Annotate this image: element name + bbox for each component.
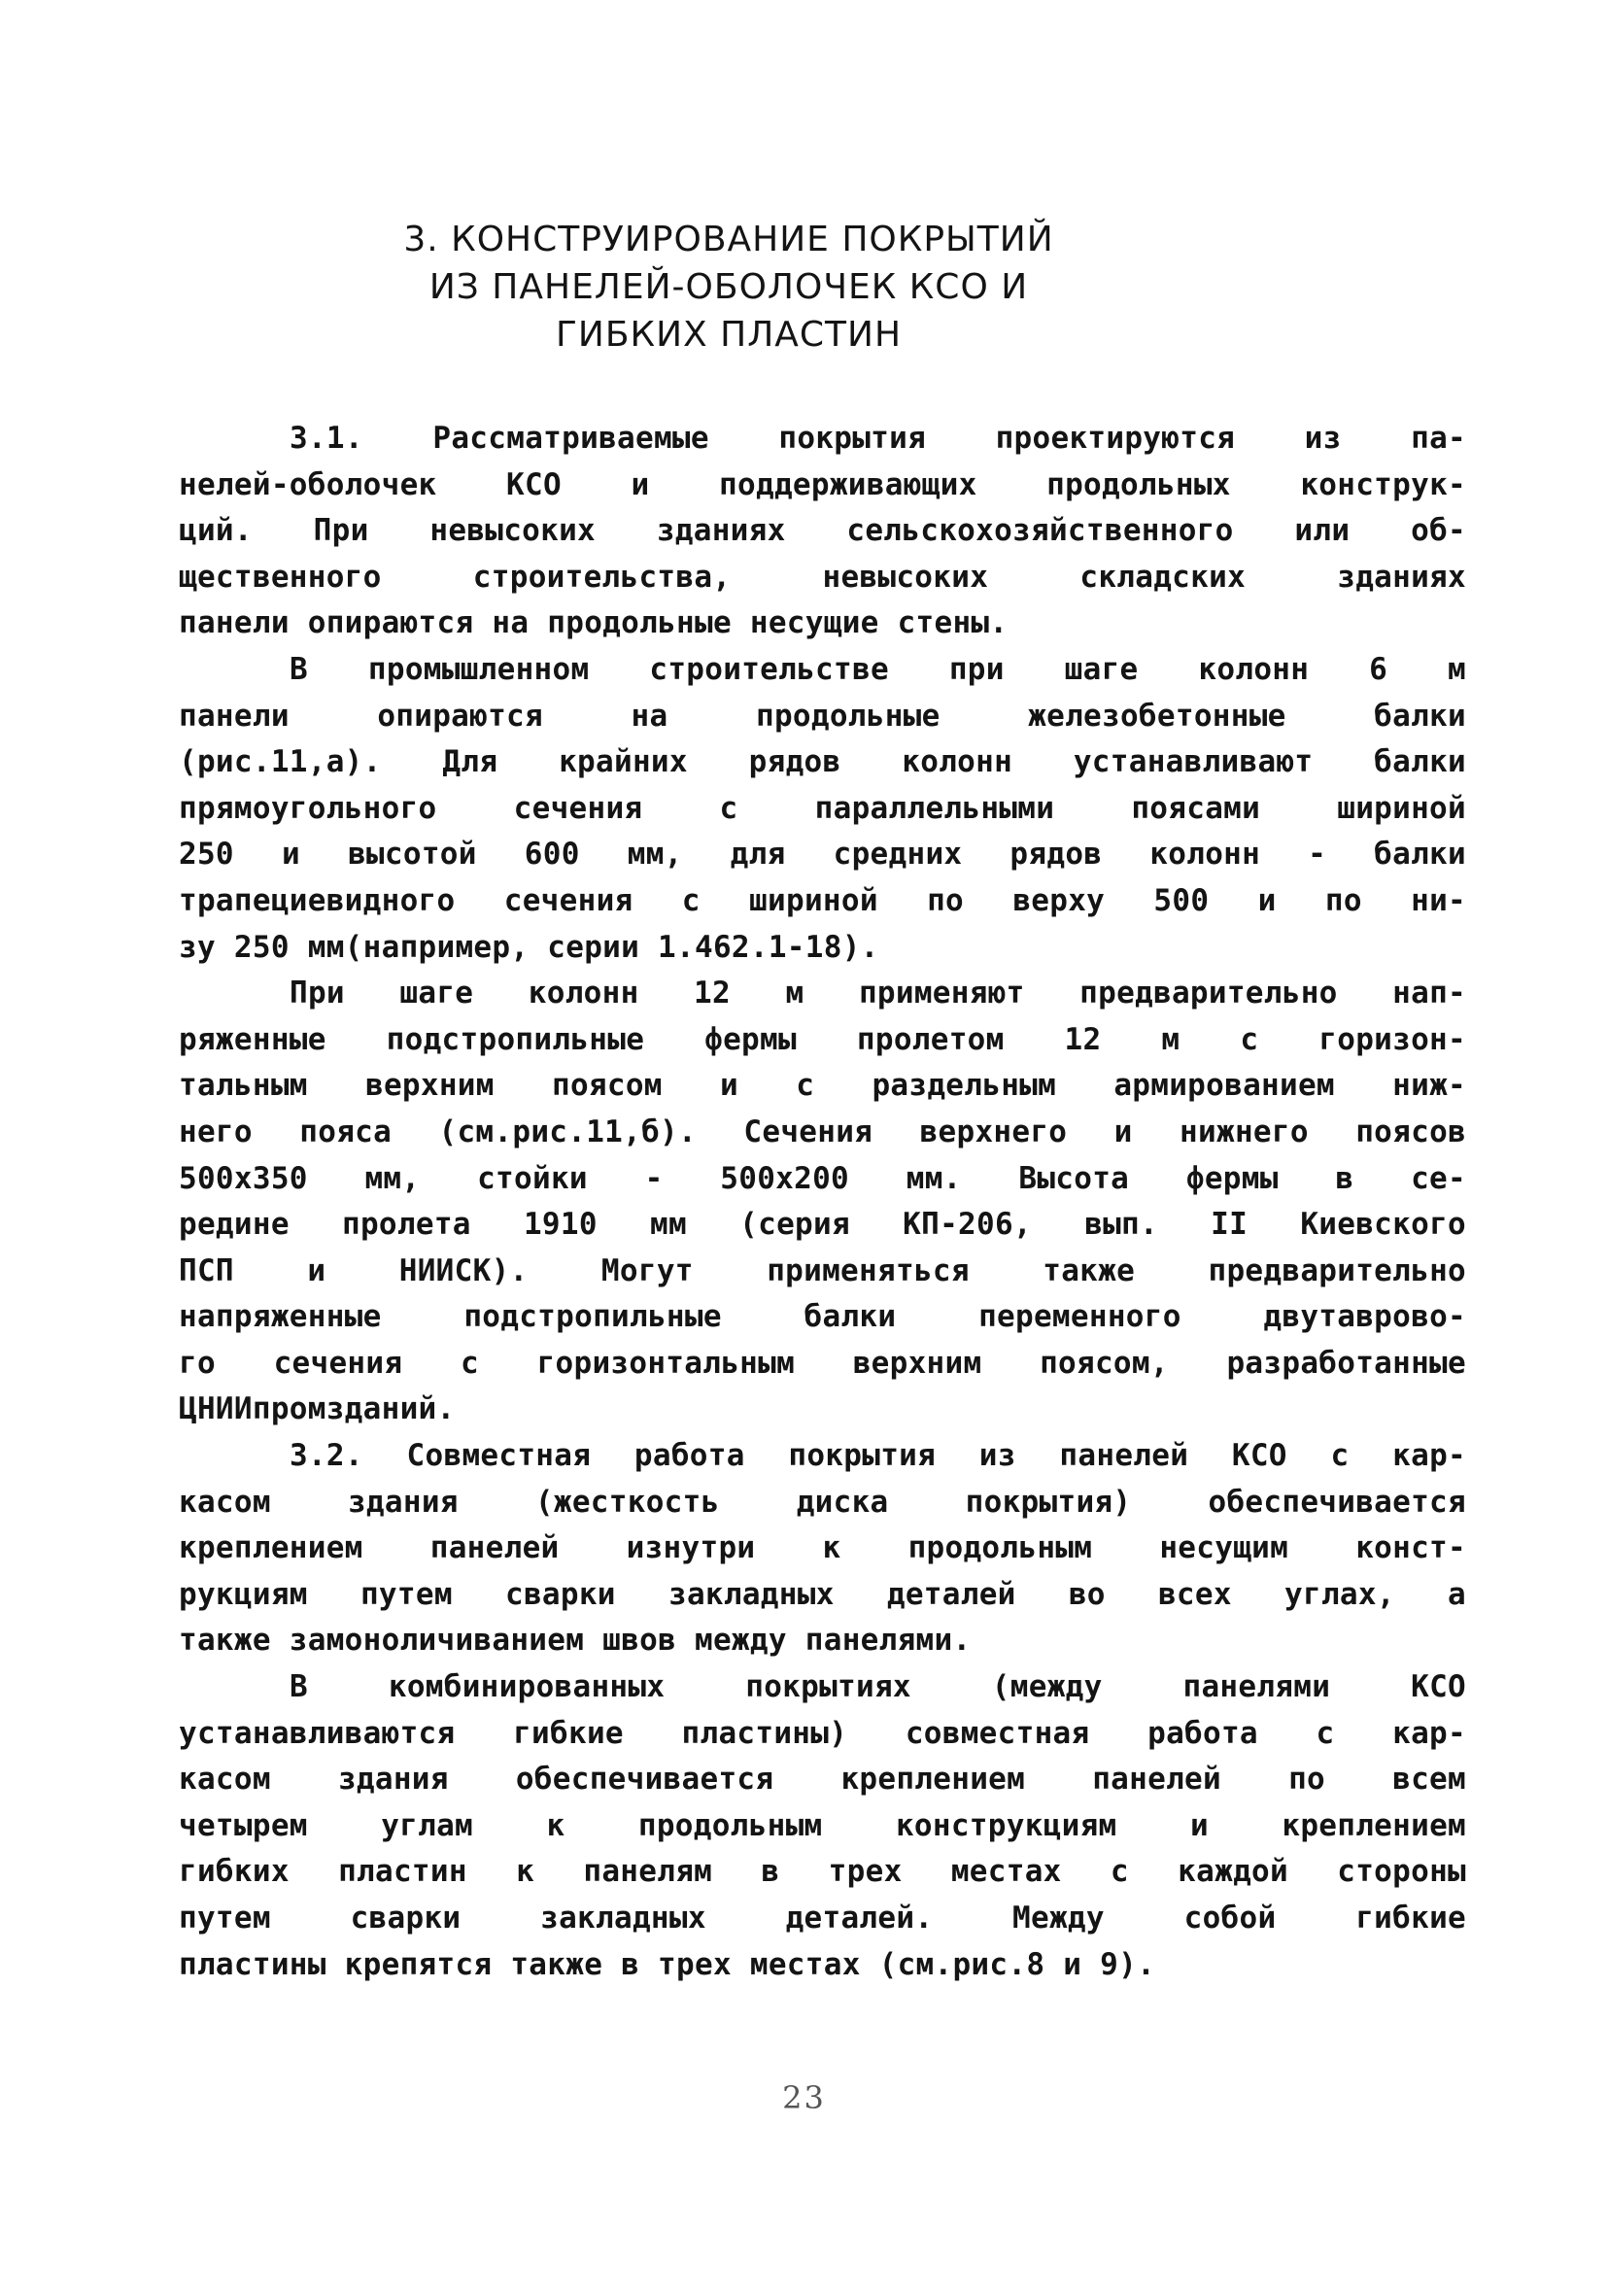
- paragraph-industrial-line: трапециевидного сечения с шириной по верху 500 и по ни-: [179, 882, 1466, 918]
- paragraph-combined-line: гибких пластин к панелям в трех местах с каждой стороны: [179, 1854, 1466, 1890]
- page-number: 23: [782, 2079, 826, 2116]
- paragraph-12m-line: тальным верхним поясом и с раздельным армированием ниж-: [179, 1068, 1466, 1104]
- paragraph-industrial-line: (рис.11,а). Для крайних рядов колонн устанавливают балки: [179, 744, 1466, 780]
- heading-line: 3. КОНСТРУИРОВАНИЕ ПОКРЫТИЙ: [403, 220, 1054, 259]
- section-heading: [243, 216, 1215, 359]
- paragraph-combined-line: пластины крепятся также в трех местах (см.рис.8 и 9).: [179, 1946, 1156, 1982]
- paragraph-12m-line: редине пролета 1910 мм (серия КП-206, вып. II Киевского: [179, 1207, 1466, 1243]
- heading-line: ГИБКИХ ПЛАСТИН: [555, 315, 903, 355]
- paragraph-3-1-line: щественного строительства, невысоких складских зданиях: [179, 559, 1466, 595]
- paragraph-3-2-line: касом здания (жесткость диска покрытия) обеспечивается: [179, 1484, 1466, 1520]
- paragraph-industrial-line: зу 250 мм(например, серии 1.462.1-18).: [179, 929, 879, 965]
- paragraph-3-1-line: панели опираются на продольные несущие стены.: [179, 605, 1009, 641]
- paragraph-industrial-line: В промышленном строительстве при шаге колонн 6 м: [290, 651, 1466, 687]
- paragraph-12m-line: 500x350 мм, стойки - 500x200 мм. Высота фермы в се-: [179, 1160, 1466, 1196]
- paragraph-3-1-line: ций. При невысоких зданиях сельскохозяйственного или об-: [179, 513, 1466, 549]
- paragraph-combined-line: касом здания обеспечивается креплением панелей по всем: [179, 1762, 1466, 1798]
- paragraph-12m-line: ПСП и НИИСК). Могут применяться также предварительно: [179, 1252, 1466, 1288]
- paragraph-12m-line: го сечения с горизонтальным верхним поясом, разработанные: [179, 1345, 1466, 1381]
- paragraph-combined-line: устанавливаются гибкие пластины) совместная работа с кар-: [179, 1715, 1466, 1751]
- paragraph-12m-line: ЦНИИпромзданий.: [179, 1391, 456, 1427]
- heading-line: ИЗ ПАНЕЛЕЙ-ОБОЛОЧЕК КСО И: [428, 267, 1029, 307]
- paragraph-3-2-line: 3.2. Совместная работа покрытия из панелей КСО с кар-: [290, 1438, 1466, 1474]
- paragraph-3-1-line: 3.1. Рассматриваемые покрытия проектируются из па-: [290, 421, 1466, 456]
- paragraph-12m-line: напряженные подстропильные балки переменного двутаврово-: [179, 1299, 1466, 1335]
- paragraph-industrial-line: прямоугольного сечения с параллельными поясами шириной: [179, 790, 1466, 826]
- paragraph-12m-line: ряженные подстропильные фермы пролетом 12 м с горизон-: [179, 1021, 1466, 1057]
- paragraph-combined-line: четырем углам к продольным конструкциям и креплением: [179, 1807, 1466, 1843]
- paragraph-3-2-line: креплением панелей изнутри к продольным несущим конст-: [179, 1530, 1466, 1566]
- paragraph-3-1-line: нелей-оболочек КСО и поддерживающих продольных конструк-: [179, 466, 1466, 502]
- paragraph-12m-line: При шаге колонн 12 м применяют предварительно нап-: [290, 976, 1466, 1011]
- paragraph-industrial-line: 250 и высотой 600 мм, для средних рядов колонн - балки: [179, 837, 1466, 873]
- paragraph-12m-line: него пояса (см.рис.11,б). Сечения верхнего и нижнего поясов: [179, 1114, 1466, 1149]
- paragraph-3-2-line: рукциям путем сварки закладных деталей во всех углах, а: [179, 1576, 1466, 1612]
- paragraph-industrial-line: панели опираются на продольные железобетонные балки: [179, 698, 1466, 734]
- paragraph-combined-line: путем сварки закладных деталей. Между собой гибкие: [179, 1901, 1466, 1936]
- paragraph-combined-line: В комбинированных покрытиях (между панелями КСО: [290, 1669, 1466, 1705]
- paragraph-3-2-line: также замоноличиванием швов между панелями.: [179, 1623, 972, 1659]
- body-text: [179, 416, 1466, 1988]
